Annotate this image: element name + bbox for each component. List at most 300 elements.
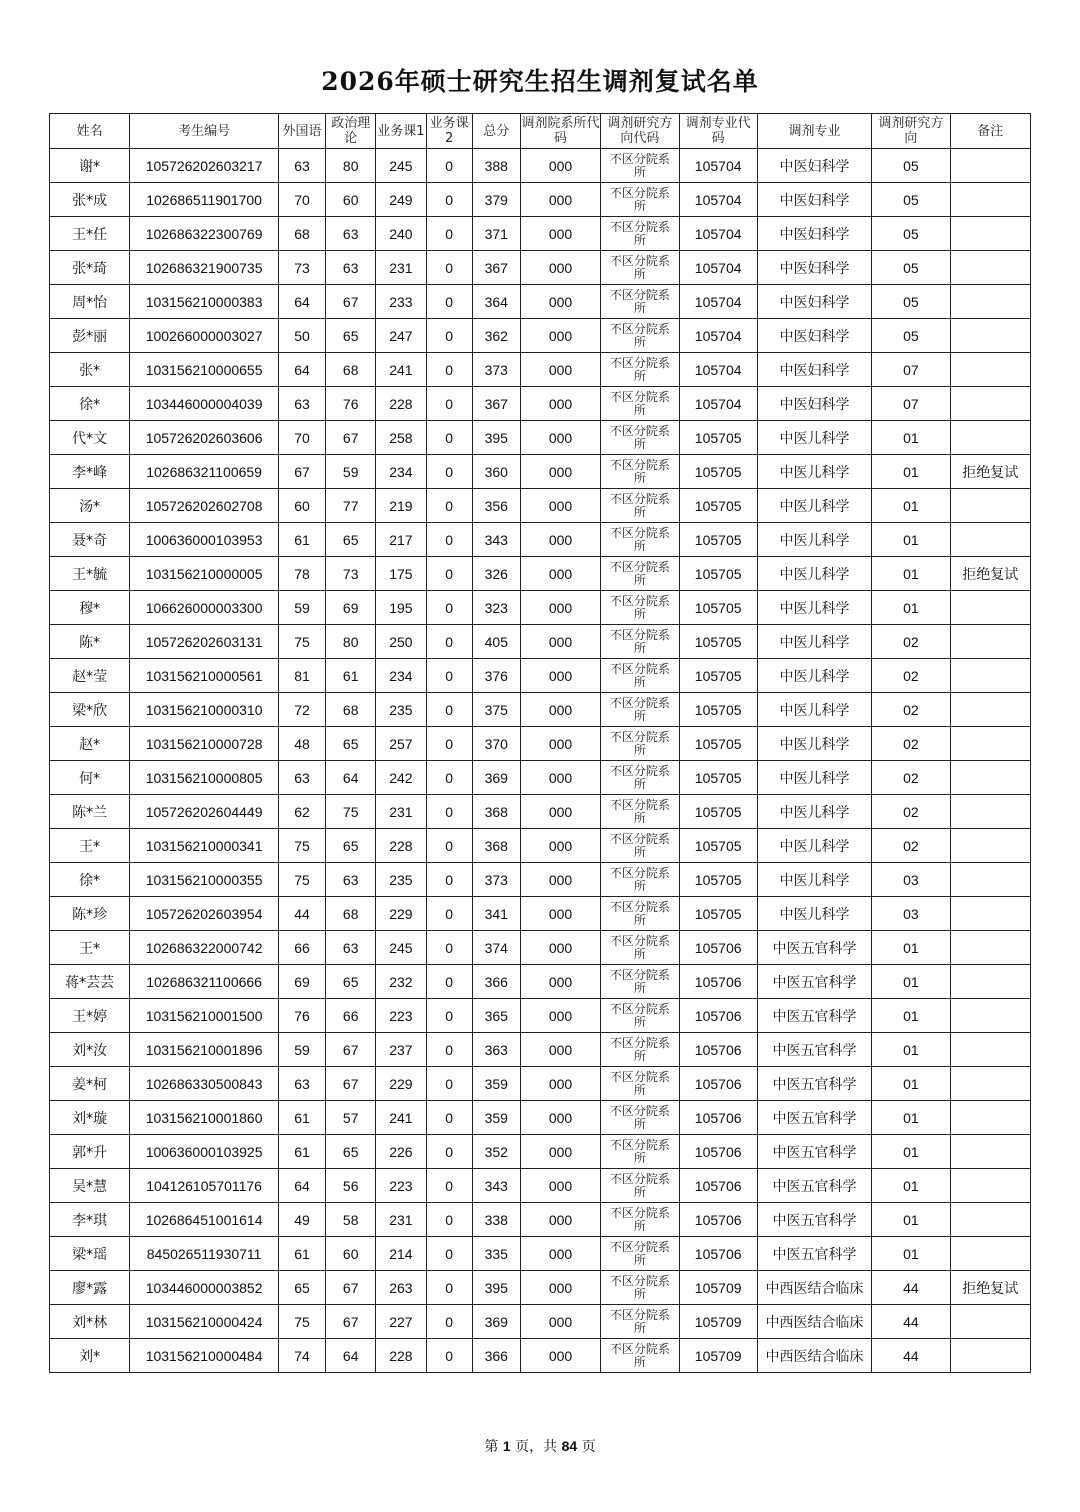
cell-subject2: 0 xyxy=(426,1101,472,1135)
cell-politics: 67 xyxy=(326,1067,376,1101)
cell-remark xyxy=(950,319,1030,353)
col-header-direction-code: 调剂研究方向代码 xyxy=(601,114,679,149)
cell-major-code: 105705 xyxy=(679,557,757,591)
cell-politics: 59 xyxy=(326,455,376,489)
cell-subject1: 249 xyxy=(376,183,426,217)
cell-major-code: 105706 xyxy=(679,1101,757,1135)
cell-politics: 63 xyxy=(326,931,376,965)
cell-subject2: 0 xyxy=(426,999,472,1033)
cell-subject2: 0 xyxy=(426,625,472,659)
cell-major: 中医儿科学 xyxy=(757,795,871,829)
table-row xyxy=(50,659,1031,693)
cell-remark xyxy=(950,285,1030,319)
cell-name: 赵*莹 xyxy=(50,659,130,693)
col-header-politics: 政治理论 xyxy=(326,114,376,149)
footer-page-number: 1 xyxy=(502,1438,511,1454)
cell-foreign-language: 72 xyxy=(278,693,325,727)
cell-direction: 07 xyxy=(872,353,950,387)
cell-remark: 拒绝复试 xyxy=(950,557,1030,591)
cell-foreign-language: 67 xyxy=(278,455,325,489)
cell-name: 谢* xyxy=(50,149,130,183)
cell-politics: 58 xyxy=(326,1203,376,1237)
cell-major: 中医儿科学 xyxy=(757,557,871,591)
cell-dept-code: 000 xyxy=(520,557,600,591)
cell-subject1: 228 xyxy=(376,387,426,421)
cell-major: 中医儿科学 xyxy=(757,829,871,863)
cell-subject2: 0 xyxy=(426,217,472,251)
cell-candidate-id: 102686321900735 xyxy=(130,251,279,285)
col-header-name: 姓名 xyxy=(50,114,130,149)
cell-direction: 05 xyxy=(872,319,950,353)
cell-remark xyxy=(950,1237,1030,1271)
cell-dept-code: 000 xyxy=(520,727,600,761)
cell-total: 338 xyxy=(472,1203,520,1237)
cell-direction: 05 xyxy=(872,183,950,217)
cell-subject2: 0 xyxy=(426,353,472,387)
cell-candidate-id: 105726202602708 xyxy=(130,489,279,523)
cell-remark xyxy=(950,1033,1030,1067)
cell-total: 368 xyxy=(472,829,520,863)
cell-major: 中医妇科学 xyxy=(757,285,871,319)
cell-name: 张*成 xyxy=(50,183,130,217)
cell-foreign-language: 78 xyxy=(278,557,325,591)
cell-major-code: 105705 xyxy=(679,863,757,897)
cell-direction: 44 xyxy=(872,1271,950,1305)
cell-subject2: 0 xyxy=(426,251,472,285)
cell-candidate-id: 103156210000484 xyxy=(130,1339,279,1373)
cell-dept-code: 000 xyxy=(520,285,600,319)
cell-subject2: 0 xyxy=(426,1237,472,1271)
cell-remark xyxy=(950,1135,1030,1169)
cell-dept-code: 000 xyxy=(520,1169,600,1203)
table-row xyxy=(50,965,1031,999)
cell-candidate-id: 103446000004039 xyxy=(130,387,279,421)
cell-remark xyxy=(950,387,1030,421)
cell-subject1: 229 xyxy=(376,897,426,931)
cell-candidate-id: 103156210000341 xyxy=(130,829,279,863)
cell-major: 中医五官科学 xyxy=(757,1135,871,1169)
cell-direction: 01 xyxy=(872,557,950,591)
table-row xyxy=(50,387,1031,421)
table-row xyxy=(50,523,1031,557)
cell-major: 中医五官科学 xyxy=(757,931,871,965)
cell-major: 中医儿科学 xyxy=(757,421,871,455)
cell-candidate-id: 100636000103953 xyxy=(130,523,279,557)
cell-total: 364 xyxy=(472,285,520,319)
cell-total: 326 xyxy=(472,557,520,591)
col-header-subject2: 业务课2 xyxy=(426,114,472,149)
cell-direction-code: 不区分院系所 xyxy=(601,625,679,659)
cell-subject1: 195 xyxy=(376,591,426,625)
cell-candidate-id: 105726202603606 xyxy=(130,421,279,455)
cell-direction-code: 不区分院系所 xyxy=(601,1339,679,1373)
cell-subject1: 226 xyxy=(376,1135,426,1169)
cell-subject2: 0 xyxy=(426,897,472,931)
cell-major: 中医儿科学 xyxy=(757,693,871,727)
cell-name: 李*琪 xyxy=(50,1203,130,1237)
cell-politics: 76 xyxy=(326,387,376,421)
cell-remark xyxy=(950,489,1030,523)
cell-major: 中医妇科学 xyxy=(757,183,871,217)
cell-direction-code: 不区分院系所 xyxy=(601,319,679,353)
cell-major-code: 105705 xyxy=(679,489,757,523)
cell-direction-code: 不区分院系所 xyxy=(601,897,679,931)
cell-foreign-language: 59 xyxy=(278,591,325,625)
cell-politics: 65 xyxy=(326,1135,376,1169)
cell-direction: 01 xyxy=(872,1237,950,1271)
cell-major-code: 105709 xyxy=(679,1305,757,1339)
cell-dept-code: 000 xyxy=(520,761,600,795)
table-row xyxy=(50,353,1031,387)
cell-total: 367 xyxy=(472,387,520,421)
cell-foreign-language: 60 xyxy=(278,489,325,523)
cell-major-code: 105709 xyxy=(679,1271,757,1305)
cell-direction: 03 xyxy=(872,897,950,931)
cell-remark xyxy=(950,523,1030,557)
cell-dept-code: 000 xyxy=(520,829,600,863)
cell-direction-code: 不区分院系所 xyxy=(601,1169,679,1203)
cell-major-code: 105704 xyxy=(679,285,757,319)
col-header-direction: 调剂研究方向 xyxy=(872,114,950,149)
cell-direction-code: 不区分院系所 xyxy=(601,591,679,625)
cell-dept-code: 000 xyxy=(520,1067,600,1101)
cell-dept-code: 000 xyxy=(520,489,600,523)
cell-remark xyxy=(950,795,1030,829)
cell-politics: 64 xyxy=(326,1339,376,1373)
cell-direction-code: 不区分院系所 xyxy=(601,557,679,591)
cell-politics: 65 xyxy=(326,727,376,761)
cell-major-code: 105705 xyxy=(679,455,757,489)
cell-remark xyxy=(950,897,1030,931)
cell-name: 梁*瑶 xyxy=(50,1237,130,1271)
cell-subject1: 258 xyxy=(376,421,426,455)
cell-direction: 01 xyxy=(872,1135,950,1169)
cell-name: 赵* xyxy=(50,727,130,761)
col-header-major: 调剂专业 xyxy=(757,114,871,149)
cell-major-code: 105705 xyxy=(679,591,757,625)
cell-major: 中医五官科学 xyxy=(757,999,871,1033)
cell-direction-code: 不区分院系所 xyxy=(601,421,679,455)
cell-subject2: 0 xyxy=(426,489,472,523)
cell-direction: 01 xyxy=(872,455,950,489)
cell-subject1: 228 xyxy=(376,1339,426,1373)
cell-name: 刘*汝 xyxy=(50,1033,130,1067)
cell-subject1: 257 xyxy=(376,727,426,761)
table-row xyxy=(50,149,1031,183)
cell-dept-code: 000 xyxy=(520,625,600,659)
cell-direction-code: 不区分院系所 xyxy=(601,251,679,285)
cell-dept-code: 000 xyxy=(520,455,600,489)
cell-direction-code: 不区分院系所 xyxy=(601,455,679,489)
footer-total-pages: 84 xyxy=(561,1438,578,1454)
cell-subject2: 0 xyxy=(426,863,472,897)
cell-total: 335 xyxy=(472,1237,520,1271)
cell-total: 405 xyxy=(472,625,520,659)
col-header-total: 总分 xyxy=(472,114,520,149)
cell-dept-code: 000 xyxy=(520,999,600,1033)
cell-dept-code: 000 xyxy=(520,965,600,999)
cell-name: 聂*奇 xyxy=(50,523,130,557)
cell-major-code: 105706 xyxy=(679,1033,757,1067)
cell-direction: 02 xyxy=(872,693,950,727)
cell-direction-code: 不区分院系所 xyxy=(601,999,679,1033)
cell-direction: 02 xyxy=(872,761,950,795)
table-row xyxy=(50,319,1031,353)
cell-dept-code: 000 xyxy=(520,863,600,897)
footer-suffix: 页 xyxy=(581,1439,596,1455)
cell-remark xyxy=(950,863,1030,897)
candidate-table xyxy=(49,113,1031,1373)
cell-total: 379 xyxy=(472,183,520,217)
cell-foreign-language: 61 xyxy=(278,1135,325,1169)
table-header-row xyxy=(50,114,1031,149)
cell-major-code: 105704 xyxy=(679,387,757,421)
cell-total: 362 xyxy=(472,319,520,353)
cell-politics: 57 xyxy=(326,1101,376,1135)
table-row xyxy=(50,1135,1031,1169)
cell-direction-code: 不区分院系所 xyxy=(601,353,679,387)
cell-direction: 01 xyxy=(872,523,950,557)
cell-foreign-language: 76 xyxy=(278,999,325,1033)
cell-direction-code: 不区分院系所 xyxy=(601,387,679,421)
cell-subject1: 223 xyxy=(376,1169,426,1203)
cell-candidate-id: 106626000003300 xyxy=(130,591,279,625)
cell-total: 352 xyxy=(472,1135,520,1169)
cell-candidate-id: 103156210000424 xyxy=(130,1305,279,1339)
cell-politics: 64 xyxy=(326,761,376,795)
cell-direction: 01 xyxy=(872,489,950,523)
cell-total: 365 xyxy=(472,999,520,1033)
cell-subject2: 0 xyxy=(426,829,472,863)
cell-candidate-id: 100636000103925 xyxy=(130,1135,279,1169)
cell-foreign-language: 44 xyxy=(278,897,325,931)
cell-direction: 02 xyxy=(872,795,950,829)
cell-subject2: 0 xyxy=(426,1305,472,1339)
cell-foreign-language: 61 xyxy=(278,523,325,557)
cell-major: 中医五官科学 xyxy=(757,965,871,999)
cell-subject2: 0 xyxy=(426,557,472,591)
cell-candidate-id: 102686330500843 xyxy=(130,1067,279,1101)
cell-major: 中医儿科学 xyxy=(757,625,871,659)
cell-direction: 01 xyxy=(872,421,950,455)
cell-name: 廖*露 xyxy=(50,1271,130,1305)
cell-subject2: 0 xyxy=(426,387,472,421)
cell-major-code: 105706 xyxy=(679,1135,757,1169)
cell-major: 中西医结合临床 xyxy=(757,1305,871,1339)
cell-subject1: 235 xyxy=(376,693,426,727)
cell-subject1: 227 xyxy=(376,1305,426,1339)
cell-name: 王*婷 xyxy=(50,999,130,1033)
cell-foreign-language: 63 xyxy=(278,1067,325,1101)
cell-direction-code: 不区分院系所 xyxy=(601,931,679,965)
cell-candidate-id: 105726202604449 xyxy=(130,795,279,829)
cell-subject1: 247 xyxy=(376,319,426,353)
cell-major: 中医妇科学 xyxy=(757,251,871,285)
cell-major-code: 105705 xyxy=(679,421,757,455)
cell-politics: 67 xyxy=(326,1271,376,1305)
cell-name: 张*琦 xyxy=(50,251,130,285)
cell-foreign-language: 68 xyxy=(278,217,325,251)
cell-major-code: 105706 xyxy=(679,965,757,999)
cell-direction-code: 不区分院系所 xyxy=(601,183,679,217)
cell-dept-code: 000 xyxy=(520,591,600,625)
cell-dept-code: 000 xyxy=(520,693,600,727)
cell-name: 代*文 xyxy=(50,421,130,455)
cell-dept-code: 000 xyxy=(520,1101,600,1135)
cell-direction: 01 xyxy=(872,1203,950,1237)
cell-major: 中医五官科学 xyxy=(757,1101,871,1135)
cell-foreign-language: 65 xyxy=(278,1271,325,1305)
cell-subject2: 0 xyxy=(426,183,472,217)
cell-foreign-language: 75 xyxy=(278,863,325,897)
table-row xyxy=(50,1271,1031,1305)
cell-major: 中医儿科学 xyxy=(757,523,871,557)
cell-politics: 67 xyxy=(326,1305,376,1339)
cell-name: 李*峰 xyxy=(50,455,130,489)
cell-total: 359 xyxy=(472,1067,520,1101)
cell-candidate-id: 102686511901700 xyxy=(130,183,279,217)
cell-direction-code: 不区分院系所 xyxy=(601,1305,679,1339)
footer-middle: 页，共 xyxy=(515,1439,558,1455)
cell-remark xyxy=(950,251,1030,285)
cell-major: 中医妇科学 xyxy=(757,319,871,353)
cell-major-code: 105705 xyxy=(679,829,757,863)
cell-total: 369 xyxy=(472,761,520,795)
cell-direction: 05 xyxy=(872,217,950,251)
cell-politics: 56 xyxy=(326,1169,376,1203)
cell-dept-code: 000 xyxy=(520,319,600,353)
cell-subject1: 231 xyxy=(376,795,426,829)
cell-total: 374 xyxy=(472,931,520,965)
cell-major: 中医妇科学 xyxy=(757,387,871,421)
cell-major: 中医儿科学 xyxy=(757,727,871,761)
cell-total: 373 xyxy=(472,353,520,387)
cell-direction-code: 不区分院系所 xyxy=(601,523,679,557)
cell-subject2: 0 xyxy=(426,659,472,693)
cell-major-code: 105706 xyxy=(679,931,757,965)
cell-politics: 67 xyxy=(326,421,376,455)
cell-dept-code: 000 xyxy=(520,149,600,183)
cell-candidate-id: 104126105701176 xyxy=(130,1169,279,1203)
cell-total: 368 xyxy=(472,795,520,829)
cell-candidate-id: 103156210000655 xyxy=(130,353,279,387)
cell-major-code: 105705 xyxy=(679,659,757,693)
cell-total: 366 xyxy=(472,1339,520,1373)
cell-name: 穆* xyxy=(50,591,130,625)
cell-name: 王*毓 xyxy=(50,557,130,591)
cell-total: 371 xyxy=(472,217,520,251)
cell-direction: 01 xyxy=(872,965,950,999)
cell-direction: 44 xyxy=(872,1305,950,1339)
cell-foreign-language: 62 xyxy=(278,795,325,829)
table-row xyxy=(50,1067,1031,1101)
cell-subject2: 0 xyxy=(426,1339,472,1373)
cell-name: 刘* xyxy=(50,1339,130,1373)
cell-dept-code: 000 xyxy=(520,387,600,421)
cell-candidate-id: 103156210000383 xyxy=(130,285,279,319)
cell-politics: 67 xyxy=(326,285,376,319)
cell-total: 360 xyxy=(472,455,520,489)
cell-politics: 69 xyxy=(326,591,376,625)
cell-subject2: 0 xyxy=(426,1067,472,1101)
col-header-foreign-language: 外国语 xyxy=(278,114,325,149)
cell-foreign-language: 66 xyxy=(278,931,325,965)
table-row xyxy=(50,217,1031,251)
cell-candidate-id: 103156210000561 xyxy=(130,659,279,693)
table-row xyxy=(50,761,1031,795)
cell-total: 388 xyxy=(472,149,520,183)
cell-remark xyxy=(950,829,1030,863)
cell-subject1: 231 xyxy=(376,1203,426,1237)
cell-subject2: 0 xyxy=(426,727,472,761)
cell-name: 刘*林 xyxy=(50,1305,130,1339)
cell-remark xyxy=(950,1067,1030,1101)
cell-subject1: 175 xyxy=(376,557,426,591)
cell-direction: 01 xyxy=(872,1067,950,1101)
cell-direction-code: 不区分院系所 xyxy=(601,1203,679,1237)
cell-major-code: 105705 xyxy=(679,795,757,829)
cell-remark xyxy=(950,625,1030,659)
cell-candidate-id: 103156210000310 xyxy=(130,693,279,727)
cell-dept-code: 000 xyxy=(520,183,600,217)
table-row xyxy=(50,1169,1031,1203)
cell-total: 343 xyxy=(472,523,520,557)
cell-remark xyxy=(950,591,1030,625)
cell-candidate-id: 102686451001614 xyxy=(130,1203,279,1237)
cell-name: 王* xyxy=(50,829,130,863)
cell-foreign-language: 48 xyxy=(278,727,325,761)
cell-subject1: 263 xyxy=(376,1271,426,1305)
cell-name: 吴*慧 xyxy=(50,1169,130,1203)
cell-politics: 73 xyxy=(326,557,376,591)
cell-remark xyxy=(950,149,1030,183)
cell-name: 彭*丽 xyxy=(50,319,130,353)
cell-foreign-language: 61 xyxy=(278,1237,325,1271)
cell-major-code: 105704 xyxy=(679,149,757,183)
cell-major: 中医儿科学 xyxy=(757,897,871,931)
cell-subject1: 223 xyxy=(376,999,426,1033)
cell-dept-code: 000 xyxy=(520,1339,600,1373)
cell-direction: 01 xyxy=(872,1033,950,1067)
table-row xyxy=(50,897,1031,931)
cell-candidate-id: 105726202603217 xyxy=(130,149,279,183)
cell-politics: 63 xyxy=(326,217,376,251)
table-row xyxy=(50,557,1031,591)
cell-remark xyxy=(950,659,1030,693)
cell-subject2: 0 xyxy=(426,523,472,557)
cell-name: 梁*欣 xyxy=(50,693,130,727)
cell-foreign-language: 50 xyxy=(278,319,325,353)
col-header-subject1: 业务课1 xyxy=(376,114,426,149)
cell-major: 中医儿科学 xyxy=(757,863,871,897)
cell-total: 376 xyxy=(472,659,520,693)
cell-subject1: 245 xyxy=(376,149,426,183)
cell-major: 中医儿科学 xyxy=(757,455,871,489)
table-row xyxy=(50,1339,1031,1373)
cell-subject1: 214 xyxy=(376,1237,426,1271)
cell-politics: 65 xyxy=(326,829,376,863)
cell-dept-code: 000 xyxy=(520,217,600,251)
cell-direction-code: 不区分院系所 xyxy=(601,863,679,897)
cell-subject2: 0 xyxy=(426,965,472,999)
cell-total: 395 xyxy=(472,1271,520,1305)
table-row xyxy=(50,1033,1031,1067)
cell-candidate-id: 105726202603954 xyxy=(130,897,279,931)
cell-major-code: 105705 xyxy=(679,727,757,761)
cell-remark: 拒绝复试 xyxy=(950,455,1030,489)
cell-candidate-id: 102686321100659 xyxy=(130,455,279,489)
cell-major-code: 105705 xyxy=(679,693,757,727)
